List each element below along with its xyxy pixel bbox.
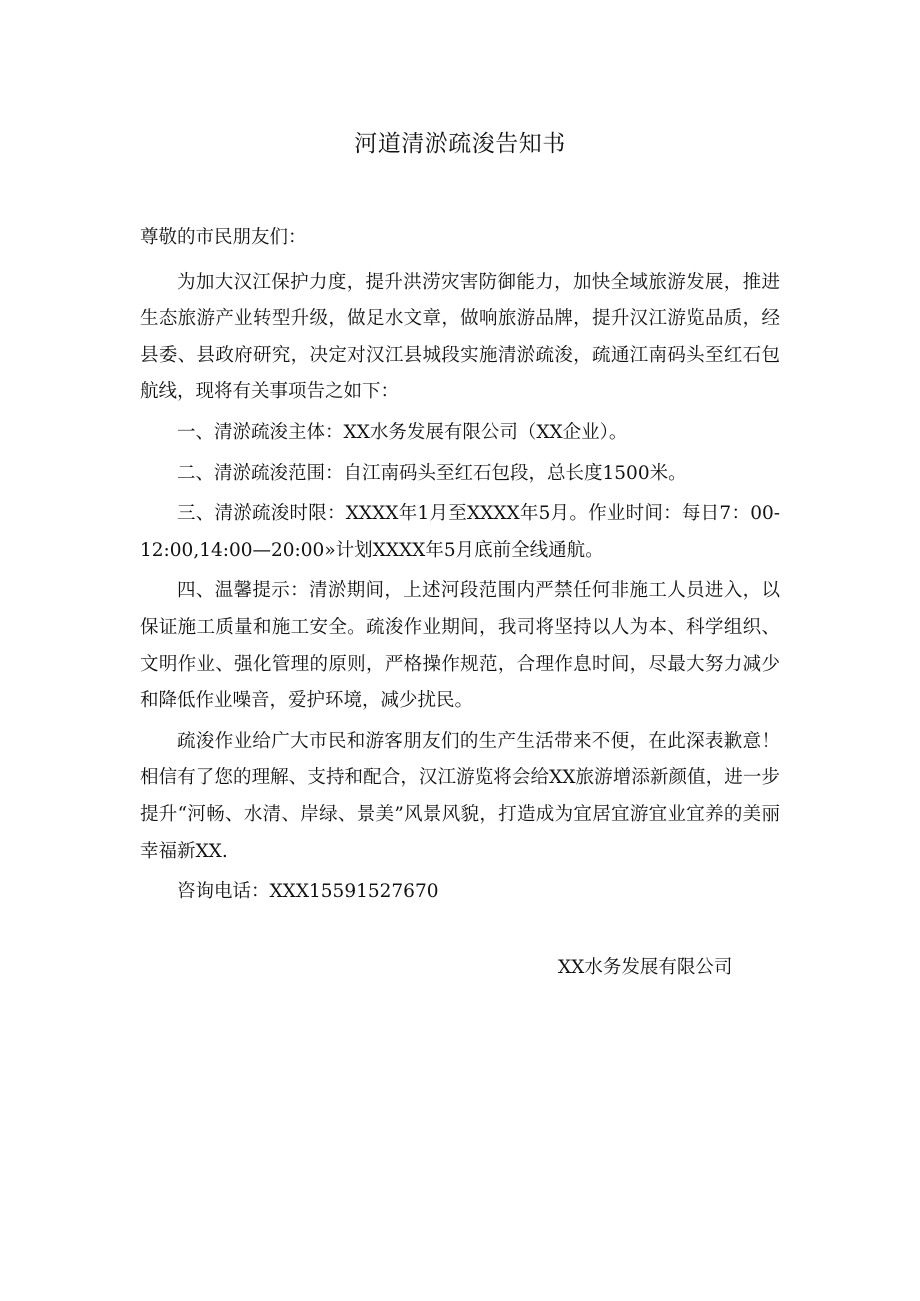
item-scope: 二、清淤疏浚范围：自江南码头至红石包段，总长度1500米。: [177, 462, 687, 484]
item-reminder: 四、温馨提示：清淤期间，上述河段范围内严禁任何非施工人员进入，以保证施工质量和施工安全。疏浚作业期间，我司将坚持以人为本、科学组织、文明作业、强化管理的原则，严格操作规范，合理作息时间，尽最大努力减少和降低作业噪音，爱护环境，减少扰民。: [140, 580, 780, 712]
intro-paragraph: 为加大汉江保护力度，提升洪涝灾害防御能力，加快全域旅游发展，推进生态旅游产业转型升级，做足水文章，做响旅游品牌，提升汉江游览品质，经县委、县政府研究，决定对汉江县城段实施清淤疏浚，疏通江南码头至红石包航线，现将有关事项告之如下：: [140, 271, 780, 403]
signature-company: XX水务发展有限公司: [558, 957, 733, 978]
greeting: 尊敬的市民朋友们：: [140, 227, 307, 248]
document-title: 河道清淤疏浚告知书: [354, 131, 566, 157]
apology-paragraph: 疏浚作业给广大市民和游客朋友们的生产生活带来不便，在此深表歉意！相信有了您的理解、支持和配合，汉江游览将会给XX旅游增添新颜值，进一步提升“河畅、水清、岸绿、景美”风景风貌，打造成为宜居宜游宜业宜养的美丽幸福新XX.: [140, 730, 780, 862]
item-schedule: 三、清淤疏浚时限：XXXX年1月至XXXX年5月。作业时间：每日7：00-12:00,14:00—20:00»计划XXXX年5月底前全线通航。: [140, 503, 780, 561]
document-body: [140, 220, 780, 915]
contact-phone: 咨询电话：XXX15591527670: [177, 881, 439, 903]
item-subject: 一、清淤疏浚主体：XX水务发展有限公司（XX企业）。: [177, 421, 628, 443]
